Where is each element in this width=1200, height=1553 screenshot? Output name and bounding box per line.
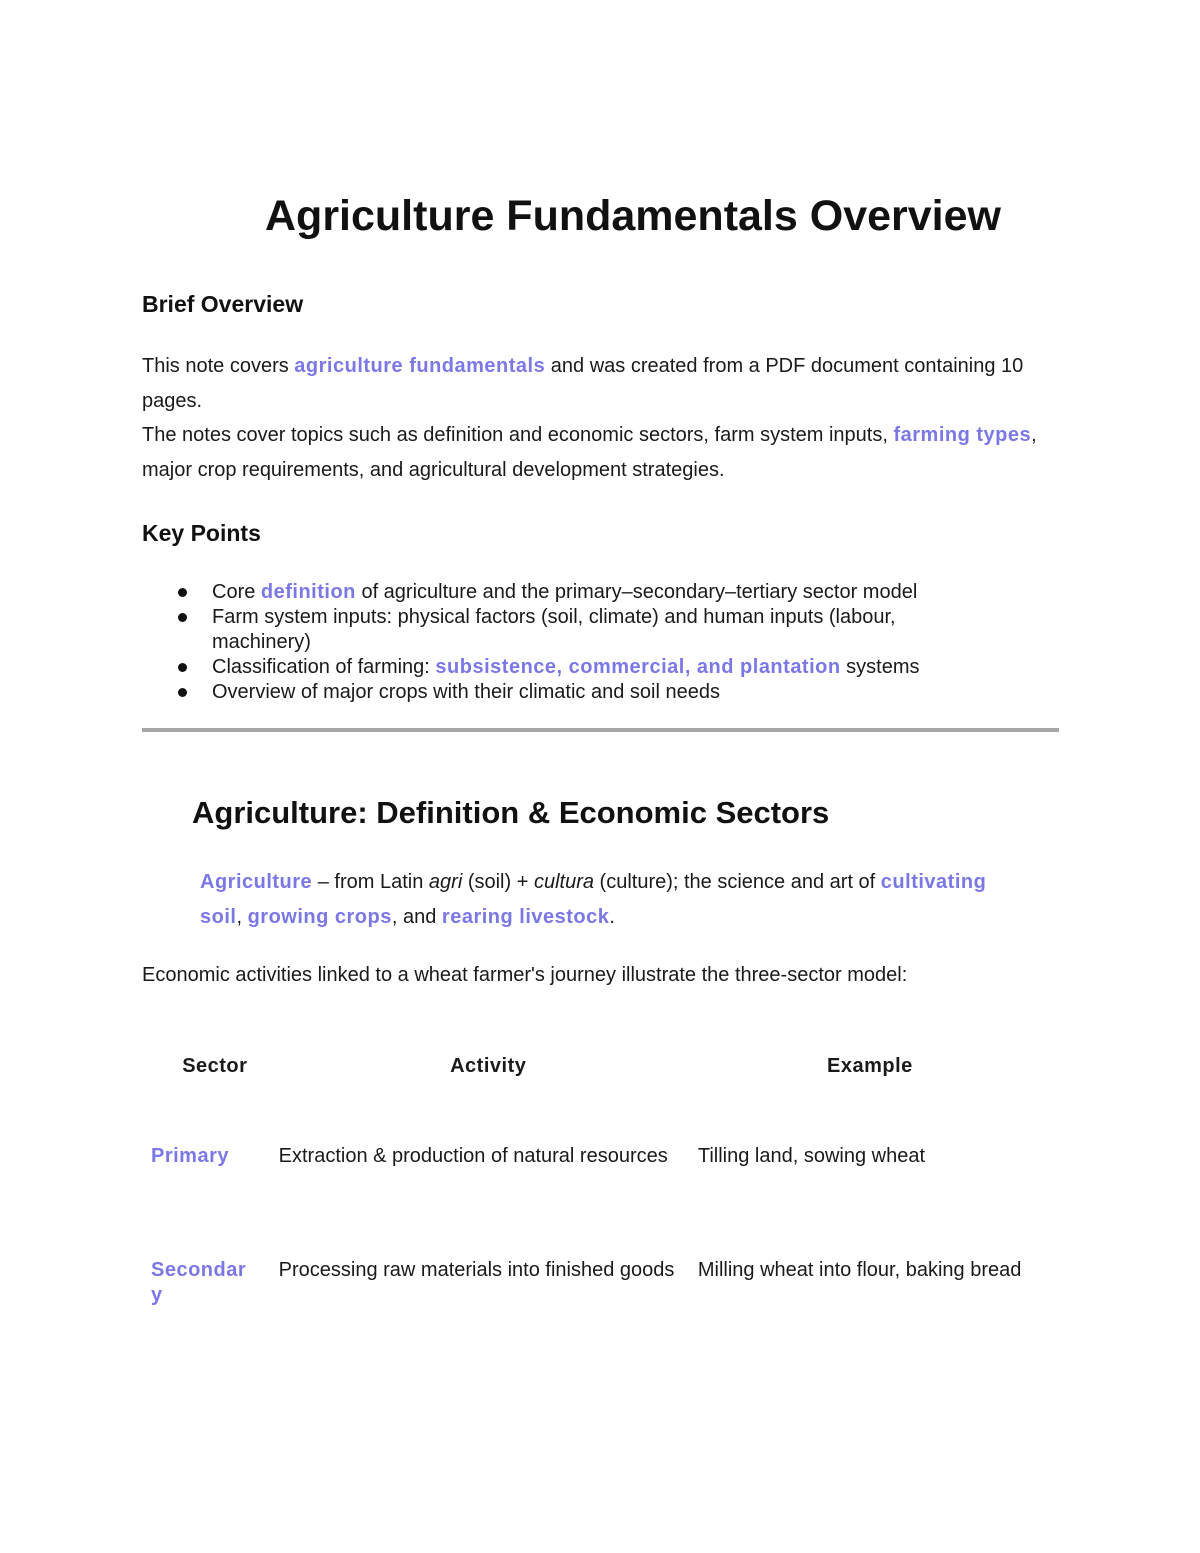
table-cell-sector: [142, 1144, 279, 1208]
three-sector-intro: Economic activities linked to a wheat farmer's journey illustrate the three-sector model:: [142, 964, 908, 986]
text-run: and was created from a PDF document containing 10 pages.: [142, 355, 1024, 412]
table-cell-example: Milling wheat into flour, baking bread: [697, 1259, 1022, 1281]
section-divider: [142, 728, 1059, 732]
agriculture-definition: [200, 865, 1030, 935]
key-points-heading: Key Points: [142, 520, 261, 546]
sector-table: [142, 1040, 1042, 1322]
table-cell-sector: [142, 1258, 279, 1322]
column-header-activity: Activity: [450, 1054, 527, 1077]
table-row: [142, 1258, 1042, 1322]
text-run: – from Latin: [312, 871, 429, 893]
highlight-term: rearing livestock: [441, 906, 610, 928]
column-header-sector: Sector: [182, 1054, 248, 1077]
bullet-icon: [178, 588, 187, 597]
highlight-term: definition: [260, 581, 356, 603]
text-run: , major crop requirements, and agricultural development strategies.: [142, 424, 1037, 481]
highlight-term: growing crops: [247, 906, 392, 928]
column-header-example: Example: [827, 1054, 913, 1077]
list-item: [142, 655, 972, 680]
text-run: .: [609, 906, 615, 928]
list-item: [142, 580, 972, 605]
brief-overview-paragraph-2: [142, 418, 1072, 487]
text-run: ,: [236, 906, 248, 928]
latin-term: agri: [428, 871, 463, 893]
table-cell-activity: Processing raw materials into finished goods: [278, 1259, 675, 1281]
table-header-row: [142, 1040, 1042, 1092]
text-run: (soil) +: [462, 871, 534, 893]
text-run: This note covers: [142, 355, 295, 377]
bullet-icon: [178, 613, 187, 622]
sector-name: Primary: [151, 1145, 229, 1167]
latin-term: cultura: [533, 871, 594, 893]
text-run: Farm system inputs: physical factors (soil, climate) and human inputs (labour, machinery): [212, 606, 896, 653]
definition-section-heading: Agriculture: Definition & Economic Sectors: [192, 795, 830, 830]
highlight-term: Agriculture: [200, 871, 313, 893]
text-run: of agriculture and the primary–secondary–tertiary sector model: [355, 581, 918, 603]
list-item: [142, 680, 972, 705]
text-run: The notes cover topics such as definition and economic sectors, farm system inputs,: [142, 424, 894, 446]
list-item: [142, 605, 972, 655]
highlight-term: subsistence, commercial, and plantation: [435, 656, 841, 678]
table-spacer: [142, 1092, 1042, 1144]
table-spacer: [142, 1208, 1042, 1258]
highlight-term: farming types: [893, 424, 1032, 446]
highlight-term: cultivating soil: [200, 871, 987, 928]
text-run: , and: [391, 906, 442, 928]
bullet-icon: [178, 688, 187, 697]
text-run: Classification of farming:: [212, 656, 436, 678]
text-run: systems: [840, 656, 920, 678]
text-run: Core: [212, 581, 261, 603]
table-row: [142, 1144, 1042, 1208]
brief-overview-paragraph-1: [142, 349, 1072, 418]
sector-name: Secondary: [151, 1259, 247, 1306]
bullet-icon: [178, 663, 187, 672]
document-title: Agriculture Fundamentals Overview: [265, 192, 1001, 240]
text-run: (culture); the science and art of: [593, 871, 881, 893]
key-points-list: [142, 580, 1022, 705]
brief-overview-heading: Brief Overview: [142, 291, 304, 317]
table-cell-example: Tilling land, sowing wheat: [697, 1145, 926, 1167]
highlight-term: agriculture fundamentals: [294, 355, 546, 377]
table-cell-activity: Extraction & production of natural resources: [278, 1145, 668, 1167]
text-run: Overview of major crops with their climatic and soil needs: [212, 681, 720, 703]
